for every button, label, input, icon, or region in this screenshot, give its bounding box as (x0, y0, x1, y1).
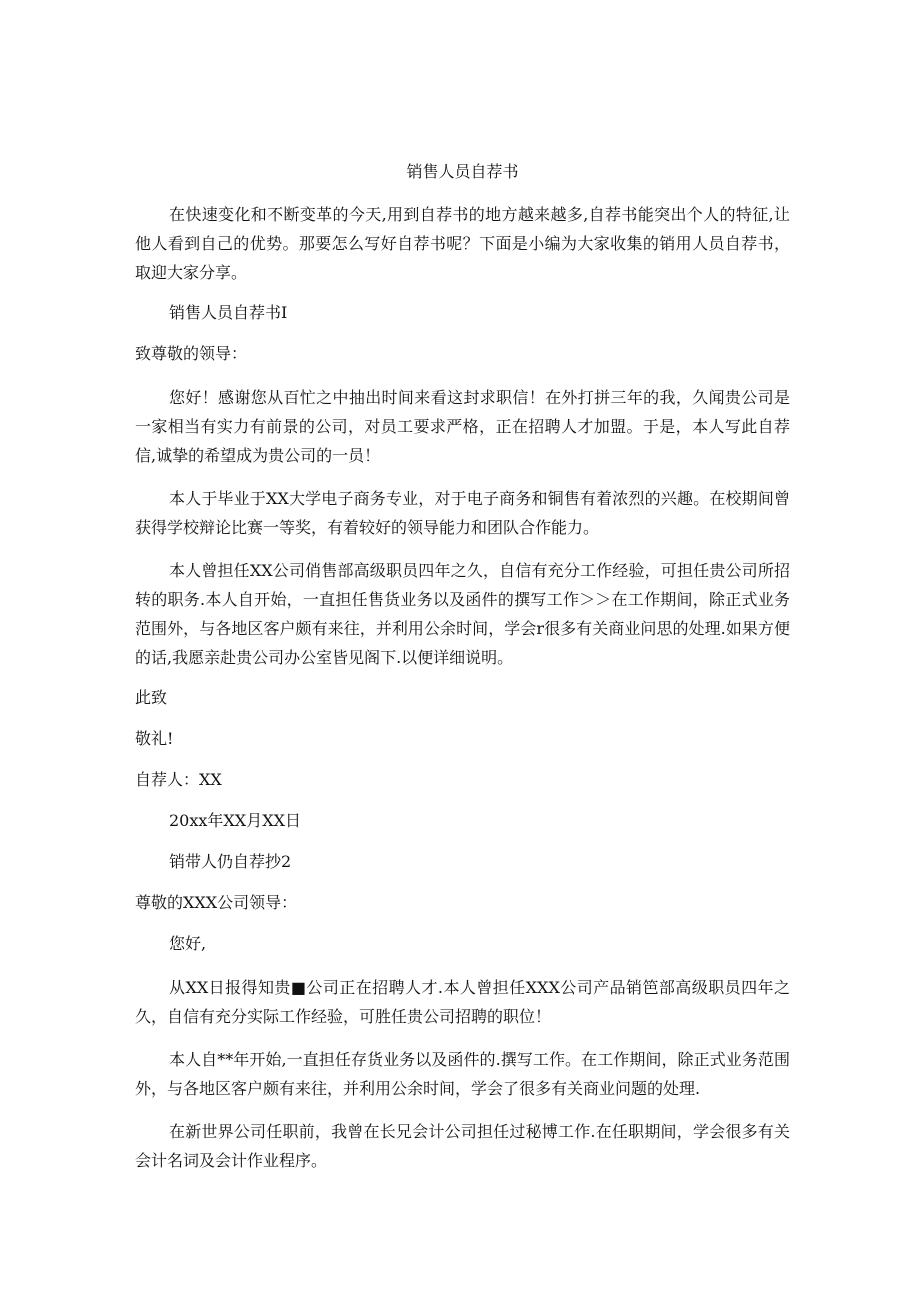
section1-closing-1: 此致 (135, 688, 168, 707)
section1-closing-2: 敬礼! (135, 729, 174, 748)
document-title: 销售人员自荐书 (406, 162, 519, 181)
section1-heading: 销售人员自荐书I (169, 303, 288, 322)
document-body (135, 160, 790, 1189)
section2-paragraph-2: 本人自**年开始,一直担任存货业务以及函件的.撰写工作。在工作期间，除正式业务范围外，与各地区客户颇有来往，并利用公余时间，学会了很多有关商业问题的处理. (135, 1050, 790, 1098)
section1-signer: 自荐人：XX (135, 770, 222, 789)
section1-paragraph-2: 本人于毕业于XX大学电子商务专业，对于电子商务和铜售有着浓烈的兴趣。在校期间曾获得学校辩论比赛一等奖，有着较好的领导能力和团队合作能力。 (135, 489, 790, 537)
section2-salutation: 尊敬的XXX公司领导： (135, 893, 298, 912)
section1-date: 20xx年XX月XX日 (169, 811, 301, 830)
section2-paragraph-1: 从XX日报得知贵■公司正在招聘人才.本人曾担任XXX公司产品销笆部高级职员四年之久，自信有充分实际工作经验，可胜任贵公司招聘的职位！ (135, 978, 790, 1026)
section1-paragraph-3: 本人曾担任XX公司俏售部高级职员四年之久，自信有充分工作经验，可担任贵公司所招转的职务.本人自开始，一直担任售货业务以及函件的撰写工作＞＞在工作期间，除正式业务范围外，与各地区客户颇有来往，并利用公余时间，学会r很多有关商业问思的处理.如果方便的话,我愿亲赴贵公司办公室皆见阁下.以便详细说明。 (135, 561, 790, 667)
section2-heading: 销带人仍自荐抄2 (169, 852, 292, 871)
section2-paragraph-3: 在新世界公司任职前，我曾在长兄会计公司担任过秘博工作.在任职期间，学会很多有关会计名词及会计作业程序。 (135, 1122, 790, 1170)
section2-greeting: 您好, (169, 934, 207, 953)
section1-salutation: 致尊敬的领导： (135, 344, 248, 363)
intro-paragraph: 在快速变化和不断变革的今天,用到自荐书的地方越来越多,自荐书能突出个人的特征,让他人看到自己的优势。那要怎么写好自荐书呢？下面是小编为大家收集的销用人员自荐书，取迎大家分享。 (135, 205, 790, 282)
section1-paragraph-1: 您好！感谢您从百忙之中抽出时间来看这封求职信！在外打拼三年的我，久闻贵公司是一家相当有实力有前景的公司，对员工要求严格，正在招聘人才加盟。于是，本人写此自荐信,诚挚的希望成为贵公司的一员！ (135, 388, 790, 465)
